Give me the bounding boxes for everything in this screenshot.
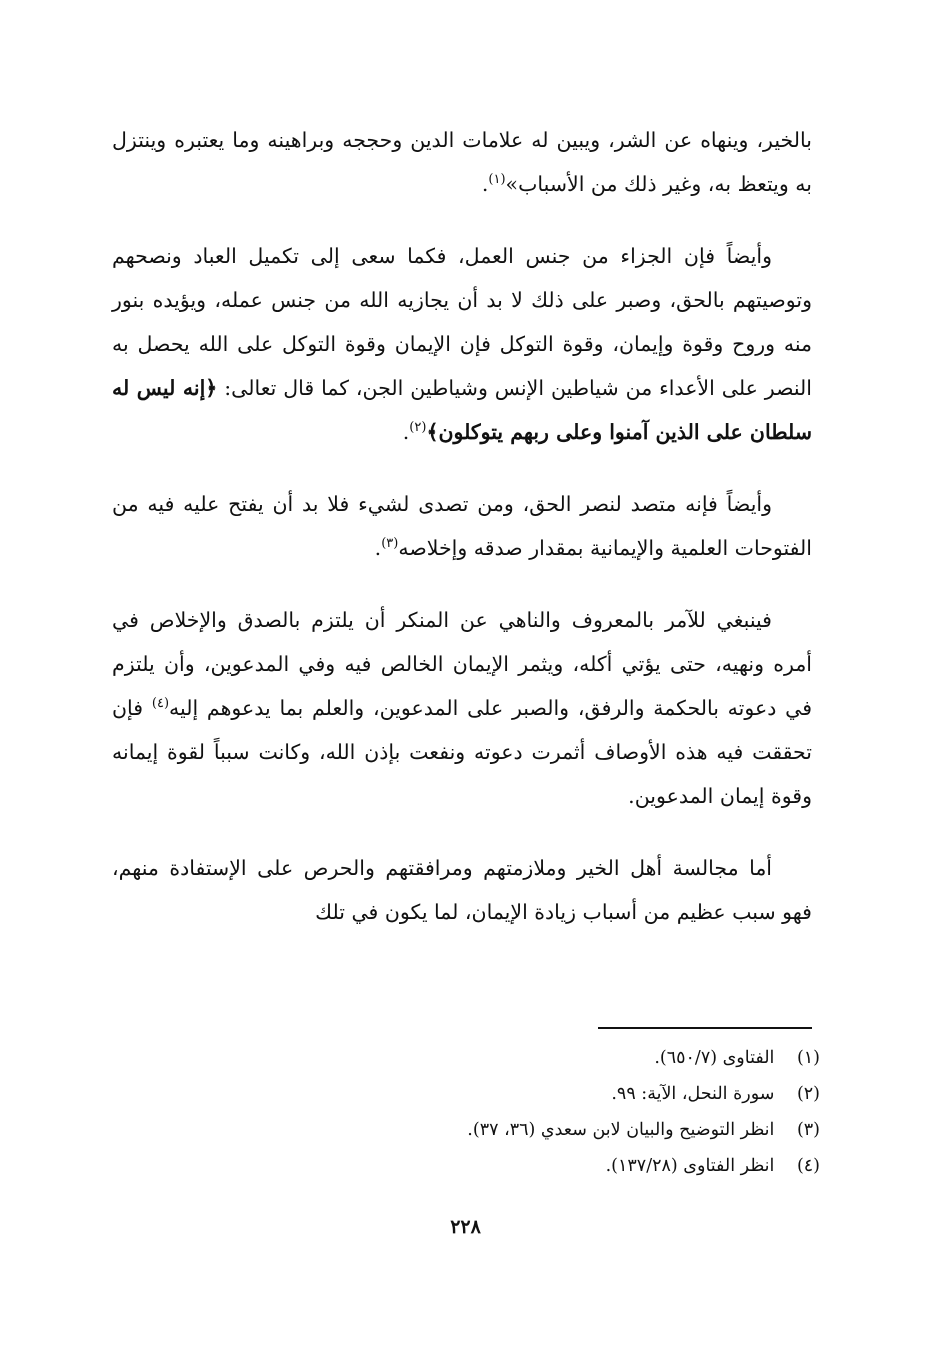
paragraph-4-text: فينبغي للآمر بالمعروف والناهي عن المنكر أن يلتزم بالصدق والإخلاص في أمره ونهيه، حتى يؤتي أكله، ويثمر الإيمان الخالص فيه وفي المدعوين، وأن يلتزم في دعوته بالحكمة والرفق، والصبر على المدعوين، والعلم بما يدعوهم إليه bbox=[112, 608, 812, 720]
paragraph-3 bbox=[112, 482, 812, 570]
footnote-text: سورة النحل، الآية: ٩٩. bbox=[611, 1084, 775, 1104]
paragraph-1-tail: . bbox=[481, 172, 489, 196]
footnote-number: (٣) bbox=[796, 1120, 820, 1140]
footnote-number: (٤) bbox=[796, 1156, 820, 1176]
footnotes bbox=[300, 1040, 820, 1184]
footnote-number: (١) bbox=[796, 1048, 820, 1068]
footnote-ref-3: (٣) bbox=[381, 536, 399, 552]
paragraph-2-tail: . bbox=[402, 420, 410, 444]
paragraph-4-tail: فإن تحققت فيه هذه الأوصاف أثمرت دعوته ونفعت بإذن الله، وكانت سبباً لقوة إيمانه وقوة إيمان المدعوين. bbox=[112, 696, 812, 808]
page-number: ٢٢٨ bbox=[450, 1216, 481, 1238]
footnote-text: الفتاوى (٦٥٠/٧). bbox=[654, 1048, 775, 1068]
footnote-divider bbox=[598, 1027, 812, 1029]
footnote-item bbox=[300, 1148, 820, 1184]
footnote-text: انظر الفتاوى (١٣٧/٢٨). bbox=[605, 1156, 775, 1176]
quran-verse: ﴿إنه ليس له سلطان على الذين آمنوا وعلى ربهم يتوكلون﴾ bbox=[112, 376, 812, 444]
paragraph-5-text: أما مجالسة أهل الخير وملازمتهم ومرافقتهم والحرص على الإستفادة منهم، فهو سبب عظيم من أسباب زيادة الإيمان، لما يكون في تلك bbox=[112, 856, 812, 924]
footnote-ref-4: (٤) bbox=[151, 696, 170, 712]
paragraph-3-text: وأيضاً فإنه متصد لنصر الحق، ومن تصدى لشيء فلا بد أن يفتح عليه فيه من الفتوحات العلمية والإيمانية بمقدار صدقه وإخلاصه bbox=[112, 492, 812, 560]
paragraph-3-tail: . bbox=[374, 536, 382, 560]
footnote-number: (٢) bbox=[796, 1084, 820, 1104]
paragraph-2 bbox=[112, 234, 812, 454]
paragraph-1-text: بالخير، وينهاه عن الشر، ويبين له علامات الدين وحججه وبراهينه وما يعتبره وينتزل به ويتعظ به، وغير ذلك من الأسباب» bbox=[112, 128, 812, 196]
paragraph-4 bbox=[112, 598, 812, 818]
footnote-ref-2: (٢) bbox=[409, 420, 427, 436]
footnote-item bbox=[300, 1112, 820, 1148]
main-text bbox=[112, 118, 812, 962]
paragraph-2-text: وأيضاً فإن الجزاء من جنس العمل، فكما سعى إلى تكميل العباد ونصحهم وتوصيتهم بالحق، وصبر على ذلك لا بد أن يجازيه الله من جنس عمله، ويؤيده بنور منه وروح وقوة وإيمان، وقوة التوكل فإن الإيمان وقوة التوكل على الله يحصل به النصر على الأعداء من شياطين الإنس وشياطين الجن، كما قال تعالى: bbox=[112, 244, 812, 400]
footnote-ref-1: (١) bbox=[488, 172, 506, 188]
footnote-item bbox=[300, 1040, 820, 1076]
paragraph-1 bbox=[112, 118, 812, 206]
paragraph-5 bbox=[112, 846, 812, 934]
footnote-item bbox=[300, 1076, 820, 1112]
footnote-text: انظر التوضيح والبيان لابن سعدي (٣٦، ٣٧). bbox=[467, 1120, 775, 1140]
